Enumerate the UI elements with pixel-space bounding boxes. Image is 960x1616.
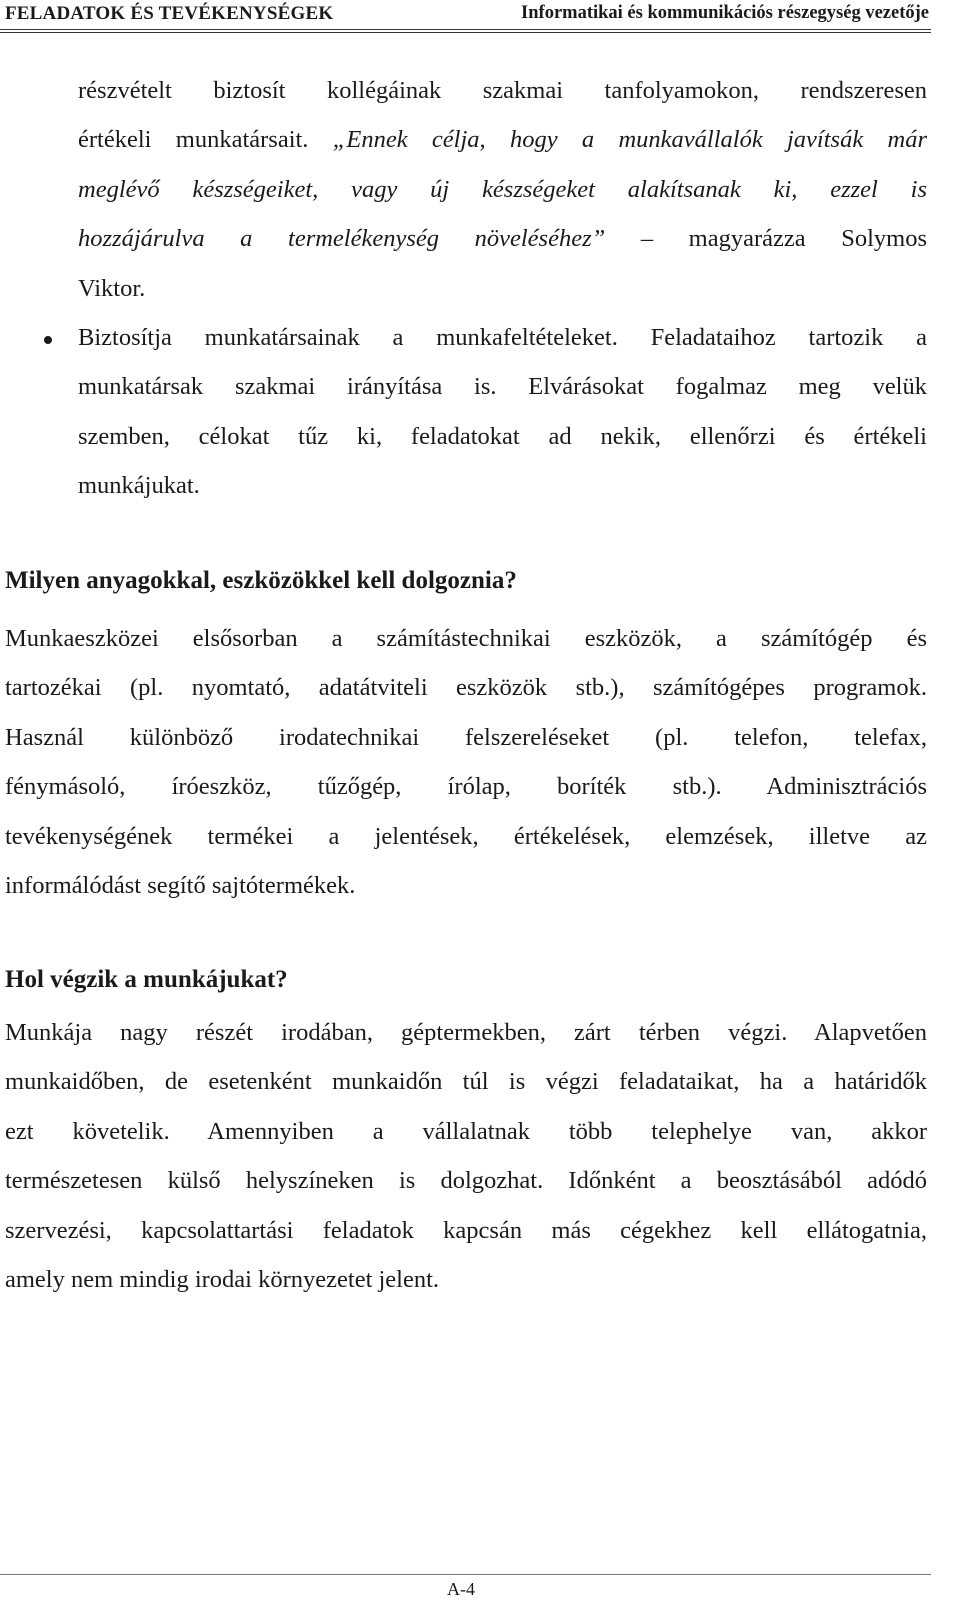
section-paragraph xyxy=(5,614,927,910)
footer-divider xyxy=(0,1574,931,1575)
text-line: Viktor. xyxy=(78,274,146,302)
header-section-title: FELADATOK ÉS TEVÉKENYSÉGEK xyxy=(5,3,334,24)
bullet-icon xyxy=(44,336,52,344)
text-line: Használ különböző irodatechnikai felszereléseket (pl. telefon, telefax, xyxy=(5,723,927,751)
quote-text: meglévő készségeiket, vagy új készségeket alakítsanak ki, ezzel is xyxy=(78,175,927,203)
text-line: munkatársak szakmai irányítása is. Elvárásokat fogalmaz meg velük xyxy=(78,373,927,401)
text-line: ezt követelik. Amennyiben a vállalatnak több telephelye van, akkor xyxy=(5,1117,927,1145)
text-line: hozzájárulva a termelékenység növeléséhez” – magyarázza Solymos xyxy=(78,225,927,253)
text-line: munkájukat. xyxy=(78,472,200,500)
text-line: Munkája nagy részét irodában, géptermekben, zárt térben végzi. Alapvetően xyxy=(5,1019,927,1046)
quote-text: „Ennek célja, hogy a munkavállalók javítsák már xyxy=(332,126,927,154)
text-line: tevékenységének termékei a jelentések, értékelések, elemzések, illetve az xyxy=(5,822,927,850)
header-document-title: Informatikai és kommunikációs részegység vezetője xyxy=(521,3,929,23)
section-heading: Hol végzik a munkájukat? xyxy=(5,966,288,993)
text-line: Biztosítja munkatársainak a munkafeltételeket. Feladataihoz tartozik a xyxy=(78,324,927,351)
page-header xyxy=(0,0,931,33)
page-number: A-4 xyxy=(447,1579,475,1599)
text-line: szemben, célokat tűz ki, feladatokat ad nekik, ellenőrzi és értékeli xyxy=(78,422,927,450)
text-line: informálódást segítő sajtótermékek. xyxy=(5,872,356,900)
text-line: természetesen külső helyszíneken is dolgozhat. Időnként a beosztásából adódó xyxy=(5,1167,927,1195)
quote-text: hozzájárulva a termelékenység növeléséhez” xyxy=(78,225,606,253)
paragraph-continuation xyxy=(78,66,927,313)
text-line: fénymásoló, íróeszköz, tűzőgép, írólap, boríték stb.). Adminisztrációs xyxy=(5,773,927,801)
text-line xyxy=(78,165,927,214)
text-line: Munkaeszközei elsősorban a számítástechnikai eszközök, a számítógép és xyxy=(5,625,927,652)
bullet-item xyxy=(78,313,927,511)
text-line: munkaidőben, de esetenként munkaidőn túl is végzi feladataikat, ha a határidők xyxy=(5,1068,927,1096)
text-line: tartozékai (pl. nyomtató, adatátviteli eszközök stb.), számítógépes programok. xyxy=(5,674,927,702)
section-heading: Milyen anyagokkal, eszközökkel kell dolgoznia? xyxy=(5,567,517,594)
text-line: részvételt biztosít kollégáinak szakmai tanfolyamokon, rendszeresen xyxy=(78,77,927,104)
text-line: értékeli munkatársait. „Ennek célja, hogy a munkavállalók javítsák már xyxy=(78,126,927,154)
text-line: amely nem mindig irodai környezetet jelent. xyxy=(5,1266,440,1294)
section-paragraph xyxy=(5,1008,927,1304)
text-line: szervezési, kapcsolattartási feladatok kapcsán más cégekhez kell ellátogatnia, xyxy=(5,1216,927,1244)
